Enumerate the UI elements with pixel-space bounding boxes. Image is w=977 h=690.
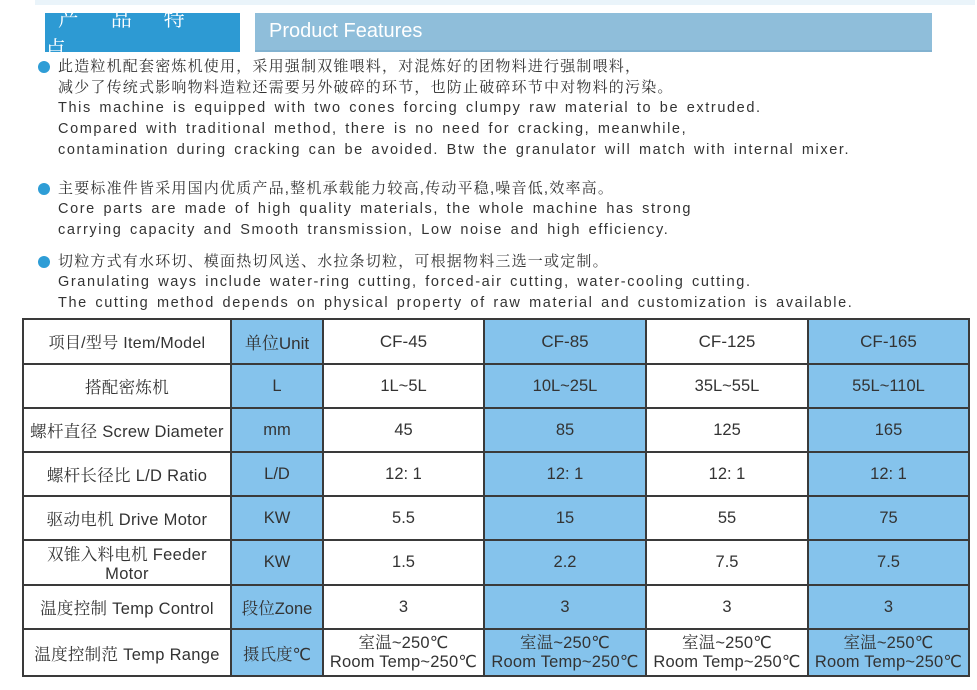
header-cell-model-cf125: CF-125: [646, 319, 808, 364]
table-cell: [808, 629, 969, 676]
feature-line: 主要标准件皆采用国内优质产品,整机承载能力较高,传动平稳,噪音低,效率高。: [58, 180, 615, 197]
temp-range-cn: 室温~250℃: [519, 633, 611, 652]
table-cell: 3: [808, 585, 969, 629]
row-unit: 摄氏度℃: [231, 629, 323, 676]
table-cell: 12: 1: [323, 452, 484, 496]
table-cell: 12: 1: [484, 452, 646, 496]
temp-range-en: Room Temp~250℃: [814, 652, 963, 671]
table-cell: 75: [808, 496, 969, 540]
table-cell: 1L~5L: [323, 364, 484, 408]
section-title-english: Product Features: [255, 13, 932, 52]
feature-bullet-2-text: [58, 178, 692, 241]
table-cell: 125: [646, 408, 808, 452]
temp-range-en: Room Temp~250℃: [329, 652, 478, 671]
feature-bullet-list: [38, 56, 958, 314]
row-label: 驱动电机 Drive Motor: [23, 496, 231, 540]
header-cell-item-model: 项目/型号 Item/Model: [23, 319, 231, 364]
table-row-drive-motor: [23, 496, 969, 540]
header-cell-model-cf45: CF-45: [323, 319, 484, 364]
feature-line: Granulating ways include water-ring cutting, forced-air cutting, water-cooling cutting.: [58, 274, 752, 290]
feature-line: 切粒方式有水环切、模面热切风送、水拉条切粒，可根据物料三选一或定制。: [58, 253, 609, 270]
table-row-temp-range: [23, 629, 969, 676]
table-row-mixer-match: [23, 364, 969, 408]
temp-range-cn: 室温~250℃: [843, 633, 934, 652]
row-label: 螺杆长径比 L/D Ratio: [23, 452, 231, 496]
feature-line: Core parts are made of high quality materials, the whole machine has strong: [58, 201, 693, 217]
row-label: 温度控制 Temp Control: [23, 585, 231, 629]
feature-line: This machine is equipped with two cones forcing clumpy raw material to be extruded.: [58, 100, 762, 116]
feature-bullet-3: [38, 251, 958, 314]
section-title-chinese: 产 品 特 点: [45, 13, 240, 52]
feature-line: The cutting method depends on physical property of raw material and customization is available.: [58, 295, 854, 311]
table-cell: 3: [323, 585, 484, 629]
row-unit: 段位Zone: [231, 585, 323, 629]
bullet-dot-icon: [38, 183, 50, 195]
row-unit: L: [231, 364, 323, 408]
table-cell: 5.5: [323, 496, 484, 540]
table-row-ld-ratio: [23, 452, 969, 496]
feature-bullet-2: [38, 178, 958, 241]
bullet-dot-icon: [38, 61, 50, 73]
table-header-row: [23, 319, 969, 364]
table-cell: 55L~110L: [808, 364, 969, 408]
table-cell: 15: [484, 496, 646, 540]
row-unit: L/D: [231, 452, 323, 496]
bullet-dot-icon: [38, 256, 50, 268]
temp-range-en: Room Temp~250℃: [653, 652, 801, 671]
feature-line: Compared with traditional method, there is no need for cracking, meanwhile,: [58, 121, 688, 137]
table-row-screw-diameter: [23, 408, 969, 452]
table-cell: 45: [323, 408, 484, 452]
feature-line: carrying capacity and Smooth transmission, Low noise and high efficiency.: [58, 222, 670, 238]
feature-bullet-1: [38, 56, 958, 161]
table-cell: 7.5: [808, 540, 969, 585]
table-cell: [646, 629, 808, 676]
table-cell: 165: [808, 408, 969, 452]
table-row-feeder-motor: [23, 540, 969, 585]
temp-range-cn: 室温~250℃: [358, 633, 449, 652]
row-label: 搭配密炼机: [23, 364, 231, 408]
table-cell: 85: [484, 408, 646, 452]
feature-line: 此造粒机配套密炼机使用，采用强制双锥喂料，对混炼好的团物料进行强制喂料，: [58, 58, 642, 75]
feature-bullet-1-text: [58, 56, 850, 161]
row-unit: KW: [231, 496, 323, 540]
table-cell: 35L~55L: [646, 364, 808, 408]
feature-line: contamination during cracking can be avoided. Btw the granulator will match with internal mixer.: [58, 142, 851, 158]
row-unit: mm: [231, 408, 323, 452]
table-cell: 12: 1: [808, 452, 969, 496]
table-cell: [323, 629, 484, 676]
table-cell: 10L~25L: [484, 364, 646, 408]
row-unit: KW: [231, 540, 323, 585]
header-cell-unit: 单位Unit: [231, 319, 323, 364]
feature-line: 减少了传统式影响物料造粒还需要另外破碎的环节，也防止破碎环节中对物料的污染。: [58, 79, 674, 96]
spec-table: [22, 318, 970, 677]
table-cell: 3: [646, 585, 808, 629]
table-cell: 2.2: [484, 540, 646, 585]
row-label: 温度控制范 Temp Range: [23, 629, 231, 676]
header-cell-model-cf85: CF-85: [484, 319, 646, 364]
table-cell: [484, 629, 646, 676]
table-row-temp-control: [23, 585, 969, 629]
feature-bullet-3-text: [58, 251, 853, 314]
row-label: 双锥入料电机 Feeder Motor: [23, 540, 231, 585]
header-cell-model-cf165: CF-165: [808, 319, 969, 364]
table-cell: 7.5: [646, 540, 808, 585]
table-cell: 1.5: [323, 540, 484, 585]
table-cell: 3: [484, 585, 646, 629]
temp-range-cn: 室温~250℃: [681, 633, 773, 652]
table-cell: 12: 1: [646, 452, 808, 496]
temp-range-en: Room Temp~250℃: [491, 652, 639, 671]
row-label: 螺杆直径 Screw Diameter: [23, 408, 231, 452]
table-cell: 55: [646, 496, 808, 540]
